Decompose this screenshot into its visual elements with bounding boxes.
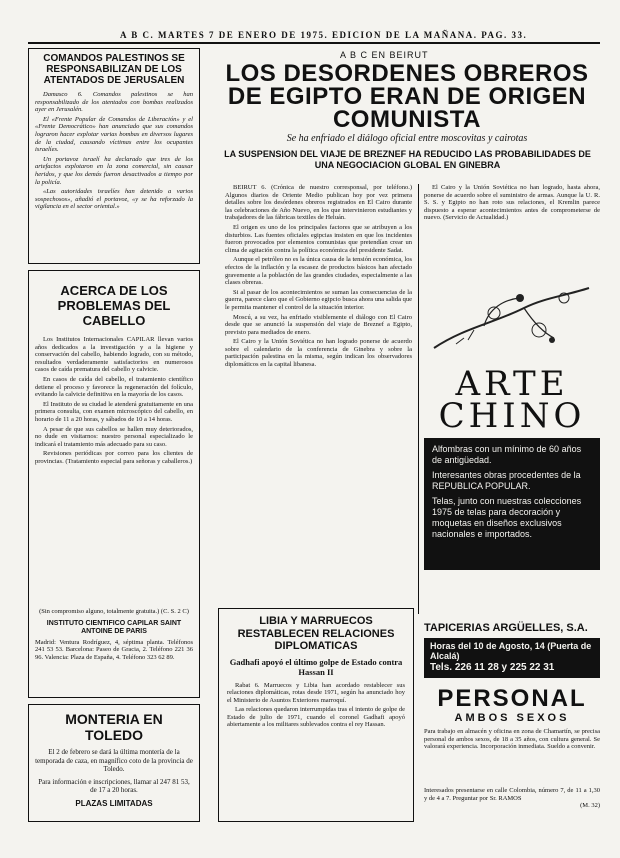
column-divider [418, 184, 419, 614]
libia-paragraph: Rabat 6. Marruecos y Libia han acordado restablecer sus relaciones diplomáticas, rotas desde 1971, según ha anunciado hoy el Ministerio de Asuntos Exteriores marroquí. [227, 681, 405, 704]
cabello-ad [28, 270, 200, 698]
monteria-body: El 2 de febrero se dará la última montería de la temporada de caza, en magnífico coto de la provincia de Toledo. [35, 748, 193, 773]
personal-ref: (M. 32) [580, 802, 600, 810]
main-paragraph: El Cairo y la Unión Soviética no han logrado, hasta ahora, ponerse de acuerdo sobre el suministro de armas. Aunque la U. R. S. S. y Egipto no han roto sus relaciones, el Kremlin parece dispuesto a esperar acontecimientos antes de comprometerse de nuevo. (Servicio de Actualidad.) [424, 184, 600, 222]
personal-title: PERSONAL [437, 685, 587, 712]
main-column-1 [225, 184, 412, 614]
comandos-article [28, 48, 200, 264]
arte-title-2: CHINO [438, 396, 586, 436]
arte-text-3: Telas, junto con nuestras colecciones 1975 de telas para decoración y moquetas en diseños exclusivos nacionales e importados. [432, 496, 582, 539]
main-column-2 [424, 184, 600, 262]
arte-title-1: ARTE [455, 364, 569, 404]
cabello-institute-address: Madrid: Ventura Rodríguez, 4, séptima planta. Teléfonos 241 53 53. Barcelona: Paseo de Gracia, 2. Teléfono 221 36 96. Valencia: Plaza de España, 4. Teléfono 323 62 89. [35, 638, 193, 661]
arte-store-name: TAPICERIAS ARGÜELLES, S.A. [424, 622, 588, 634]
libia-title: LIBIA Y MARRUECOS RESTABLECEN RELACIONES DIPLOMATICAS [237, 615, 395, 652]
main-paragraph: BEIRUT 6. (Crónica de nuestro corresponsal, por teléfono.) Algunos diarios de Oriente Medio publican hoy por vez primera detalles sobre los desórdenes obreros registrados en El Cairo durante las celebraciones de Año Nuevo, en los que intervinieron estudiantes y trabajadores de las fábricas textiles de Heluán. [225, 184, 412, 222]
main-paragraph: Si al pasar de los acontecimientos se suman las consecuencias de la guerra, parece claro que el Gobierno egipcio busca ahora una salida que le permita mantener el control de la situación interior. [225, 288, 412, 311]
main-headline: LOS DESORDENES OBREROS DE EGIPTO ERAN DE ORIGEN COMUNISTA [225, 60, 589, 133]
personal-subtitle: AMBOS SEXOS [454, 712, 570, 724]
page-header: A B C. MARTES 7 DE ENERO DE 1975. EDICION DE LA MAÑANA. PAG. 33. [120, 30, 528, 40]
comandos-paragraph: Un portavoz israelí ha declarado que tres de los artefactos explotaron en la zona comercial, sin causar heridos, y que los demás fueron desactivados a tiempo por la policía. [35, 155, 193, 186]
monteria-plazas: PLAZAS LIMITADAS [75, 798, 153, 808]
cabello-title: ACERCA DE LOS PROBLEMAS DEL CABELLO [57, 283, 171, 328]
arte-store-address [424, 638, 600, 678]
arte-hours: Horas del 10 de Agosto, 14 (Puerta de Alcalá) [430, 641, 592, 661]
main-paragraph: El Cairo y la Unión Soviética no han logrado ponerse de acuerdo sobre el calendario de la conferencia de Ginebra y sobre la participación palestina en la misma, según indican los observadores diplomáticos en la capital libanesa. [225, 338, 412, 369]
cabello-paragraph: A pesar de que sus cabellos se hallen muy deteriorados, no dude en visitarnos: nuestro personal especializado le indicará el tratamiento más adecuado para su caso. [35, 425, 193, 448]
comandos-title: COMANDOS PALESTINOS SE RESPONSABILIZAN DE LOS ATENTADOS DE JERUSALEN [43, 53, 185, 86]
arte-text-1: Alfombras con un mínimo de 60 años de antigüedad. [432, 444, 582, 465]
comandos-paragraph: El «Frente Popular de Comandos de Liberación» y el «Frente Democrático» han anunciado que sus comandos lograron hacer explotar varias bombas en diversos lugares de la ciudad, causando víctimas entre los ocupantes israelíes. [35, 115, 193, 154]
header-rule [28, 42, 600, 44]
monteria-title: MONTERIA EN TOLEDO [65, 711, 163, 743]
cabello-body [35, 336, 193, 606]
monteria-info: Para información e inscripciones, llamar al 247 81 53, de 17 a 20 horas. [38, 777, 190, 794]
branch-illustration-icon [424, 268, 600, 368]
comandos-body [35, 91, 193, 251]
comandos-paragraph: Damasco 6. Comandos palestinos se han responsabilizado de los atentados con bombas realizados ayer en Jerusalén. [35, 91, 193, 114]
cabello-paragraph: El Instituto de su ciudad le atenderá gratuitamente en una primera consulta, con examen microscópico del cabello, en horario de 11 a 20 horas, y sábados de 10 a 14 horas. [35, 400, 193, 423]
cabello-paragraph: Los Institutos Internacionales CAPILAR llevan varios años dedicados a la investigación y a la higiene y conservación del cabello, habiendo logrado, con su método, resultados verdaderamente satisfactorios en numerosos casos de caída prematura del cabello y calvicie. [35, 336, 193, 374]
personal-ad [424, 686, 600, 826]
cabello-note: (Sin compromiso alguno, totalmente gratuita.) (C. S. 2 C) [39, 608, 189, 615]
libia-body [227, 682, 405, 732]
personal-contact: Interesados presentarse en calle Colombia, número 7, de 11 a 1,30 y de 4 a 7. Preguntar por Sr. RAMOS [424, 787, 600, 802]
cabello-institute-name: INSTITUTO CIENTIFICO CAPILAR SAINT ANTOINE DE PARIS [46, 619, 182, 635]
main-deck: LA SUSPENSION DEL VIAJE DE BREZNEF HA REDUCIDO LAS PROBABILIDADES DE UNA NEGOCIACION GLOBAL EN GINEBRA [224, 149, 591, 170]
comandos-paragraph: «Las autoridades israelíes han detenido a varios sospechosos», añadió el portavoz, «y se ha reforzado la vigilancia en el sector oriental.» [35, 188, 193, 211]
cabello-paragraph: Revisiones periódicas por correo para los clientes de provincias. (Tratamiento especial para señoras y caballeros.) [35, 450, 193, 465]
main-paragraph: Aunque el petróleo no es la única causa de la tensión económica, los efectos de la inflación y la escasez de productos básicos han afectado gravemente a la población de las grandes ciudades, especialmente a las clases obreras. [225, 256, 412, 287]
libia-article [218, 608, 414, 822]
arte-info-box [424, 438, 600, 570]
libia-subheading: Gadhafi apoyó el último golpe de Estado contra Hassan II [229, 656, 403, 677]
arte-chino-ad [424, 268, 600, 616]
libia-paragraph: Las relaciones quedaron interrumpidas tras el intento de golpe de Estado de julio de 1971, cuando el coronel Gadhafi apoyó abiertamente a los militares sublevados contra el rey Hassan. [227, 706, 405, 729]
arte-text-2: Interesantes obras procedentes de la REPUBLICA POPULAR. [432, 470, 581, 491]
arte-phones: Tels. 226 11 28 y 225 22 31 [430, 662, 555, 673]
main-kicker: A B C EN BEIRUT [340, 50, 429, 60]
main-subheading: Se ha enfriado el diálogo oficial entre moscovitas y cairotas [286, 133, 528, 144]
personal-body: Para trabajo en almacén y oficina en zona de Chamartín, se precisa personal de ambos sexos, de 18 a 35 años, con cultura general. Se valorará experiencia. Incorporación inmediata. Sueldo a convenir. [424, 728, 600, 751]
cabello-paragraph: En casos de caída del cabello, el tratamiento científico detiene el proceso y favorece la regeneración del folículo, evitando la calvicie definitiva en la mayoría de los casos. [35, 375, 193, 399]
monteria-ad [28, 704, 200, 822]
main-paragraph: Moscú, a su vez, ha enfriado visiblemente el diálogo con El Cairo desde que se anunció la suspensión del viaje de Breznef a Egipto, previsto para mediados de enero. [225, 313, 412, 336]
main-paragraph: El origen es uno de los principales factores que se atribuyen a los disturbios. Las fuentes oficiales egipcias insisten en que los incidentes fueron provocados por elementos comunistas que pretendían crear un clima de agitación contra la política económica del presidente Sadat. [225, 223, 412, 254]
